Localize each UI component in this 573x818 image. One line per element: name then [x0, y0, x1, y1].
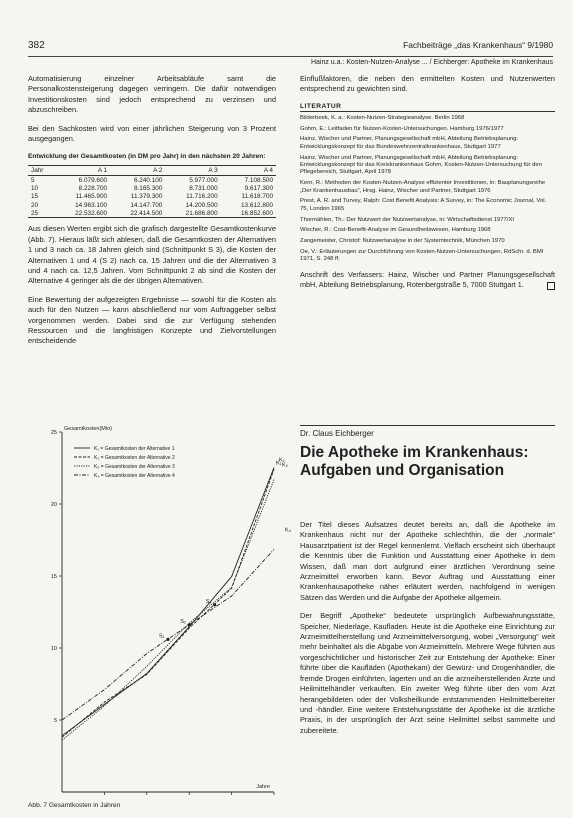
series-line-2 — [62, 469, 274, 737]
table-cell: 6.079.600 — [78, 177, 108, 185]
article-paragraph-1: Der Titel dieses Aufsatzes deutet bereits an, daß die Apotheke im Krankenhaus nicht nur der Apotheke schlechthin, die der „normale“ Hausarztpatient ist der Regel kennenlernt. Vielfach erscheint sich überhaupt die Kenntnis über die Funktion und Ausstattung einer Apotheke in dem Wissen, daß man dort aufgrund einer ärztlichen Verordnung seine Arzneimittel erworben kann. Bevor Auftrag und Ausstattung einer Krankenhausapotheke näher erläutert werden, nachfolgend in wenigen Sätzen das Werden und die Aufgabe der Apotheke allgemein. — [300, 520, 555, 602]
intro-paragraph-2: Bei den Sachkosten wird von einer jährlichen Steigerung von 3 Prozent ausgegangen. — [28, 123, 276, 144]
table-cell: 8.165.300 — [133, 185, 163, 193]
article-body — [300, 520, 555, 744]
table-cell: 14.963.100 — [75, 201, 108, 209]
page-number: 382 — [28, 40, 45, 51]
curve-label: K₃ — [282, 462, 288, 469]
curve-label: K₁ — [276, 460, 282, 467]
article-title: Die Apotheke im Krankenhaus: Aufgaben und Organisation — [300, 444, 529, 479]
author-address-text: Anschrift des Verfassers: Hainz, Wischer und Partner Planungsgesellschaft mbH, Abteilung Betriebsplanung, Rotenbergstraße 5, 7000 Stuttgart 1. — [300, 269, 555, 289]
table-row — [28, 185, 276, 193]
table-header: A 1 — [55, 166, 110, 176]
analysis-paragraph: Aus diesen Werten ergibt sich die grafisch dargestellte Gesamtkostenkurve (Abb. 7). Hieraus läßt sich ablesen, daß die Gesamtkosten der Alternativen 1 und 3 nach ca. 18 Jahren gleich sind (Schnittpunkt S 3), die Kosten der Alternativen 1 und 4 (S 2) nach ca. 15 Jahren und die der Alternativen 3 und 4 nach ca. 12,5 Jahren. Vom Schnittpunkt 2 ab sind die Kosten der Alternative 4 geringer als die der übrigen Alternativen. — [28, 224, 276, 286]
table-cell: 11.379.300 — [130, 193, 163, 201]
literature-item: Thormählen, Th.: Der Nutzwert der Nutzwertanalyse, in: Wirtschaftsdienst 1977/XI — [300, 216, 515, 223]
table-title: Entwicklung der Gesamtkosten (in DM pro Jahr) in den nächsten 20 Jahren: — [28, 153, 266, 161]
cost-chart — [28, 420, 290, 810]
legend-entry: K₃ = Gesamtkosten der Alternative 3 — [94, 464, 175, 470]
y-axis-label: Gesamtkosten(Mio) — [64, 426, 112, 432]
table-cell: 6.240.100 — [133, 177, 163, 185]
table-cell: 25 — [31, 209, 39, 217]
end-mark-icon — [547, 282, 555, 290]
table-cell: 14.147.700 — [130, 201, 163, 209]
legend-entry: K₂ = Gesamtkosten der Alternative 2 — [94, 455, 175, 461]
article-author: Dr. Claus Eichberger — [300, 425, 555, 438]
y-tick-label: 20 — [50, 502, 57, 508]
literature-list — [300, 115, 555, 264]
intersection-label: S₁ — [159, 633, 165, 640]
table-header: A 3 — [165, 166, 220, 176]
literature-item: Gohm, E.: Leitfaden für Nutzen-Kosten-Untersuchungen. Hamburg 1976/1977 — [300, 125, 504, 132]
y-tick-label: 25 — [50, 430, 57, 436]
legend-entry: K₄ = Gesamtkosten der Alternative 4 — [94, 473, 175, 479]
literature-item: Zangemeister, Christof: Nutzwertanalyse in der Systemtechnik, München 1970 — [300, 238, 505, 245]
table-header: Jahr — [28, 166, 55, 176]
table-cell: 5.977.000 — [189, 177, 218, 185]
table-cell: 22.532.600 — [75, 209, 108, 217]
table-cell: 8.228.700 — [78, 185, 108, 193]
evaluation-paragraph: Eine Bewertung der aufgezeigten Ergebnisse — sowohl für die Kosten als auch für den Nutzen — kann abschließend nur vom Auftraggeber selbst vorgenommen werden. Dabei sind die zur Verfügung stehenden Ressourcen und die langfristigen Konzepte und Zielvorstellungen entscheidende — [28, 294, 276, 346]
series-line-4 — [62, 549, 274, 720]
x-axis-label: Jahre — [256, 784, 270, 790]
table-cell: 16.852.600 — [241, 209, 273, 217]
header-rule — [28, 56, 553, 57]
table-cell: 5 — [31, 177, 35, 185]
intersection-point — [213, 603, 216, 606]
right-column — [300, 74, 555, 290]
intersection-label: S₃ — [205, 598, 212, 605]
intro-paragraph-1: Automatisierung einzelner Arbeitsabläufe samt die Personalkostensteigerung dagegen verringern. Die dafür notwendigen Investitionskosten sind jedoch entsprechend zu verzinsen und abzuschreiben. — [28, 74, 276, 115]
table-cell: 11.716.200 — [186, 193, 218, 201]
figure-caption: Abb. 7 Gesamtkosten in Jahren — [28, 802, 121, 809]
literature-item: Prest, A. R. and Turvey, Ralph: Cost Benefit Analysis: A Survey, in: The Economic Journal, Vol. 75, London 1965 — [300, 198, 547, 212]
table-row — [28, 193, 276, 201]
running-title: Hainz u.a.: Kosten-Nutzen-Analyse ... / Eichberger: Apotheke im Krankenhaus — [310, 59, 553, 66]
y-tick-label: 15 — [50, 574, 57, 580]
left-column — [28, 74, 276, 355]
table-cell: 13.612.800 — [241, 201, 273, 209]
literature-item: Bilderbeek, K. a.: Kosten-Nutzen-Strategieanalyse. Berlin 1968 — [300, 114, 465, 121]
cost-table — [28, 165, 276, 218]
table-cell: 7.108.500 — [244, 177, 273, 185]
table-row — [28, 201, 276, 209]
y-tick-label: 10 — [50, 646, 57, 652]
conclusion-paragraph: Einflußfaktoren, die neben den ermittelten Kosten und Nutzenwerten entsprechend zu gewichten sind. — [300, 74, 555, 94]
intersection-point — [188, 623, 191, 626]
table-header-row — [28, 166, 276, 176]
table-cell: 20 — [31, 201, 39, 209]
journal-name: Fachbeiträge „das Krankenhaus“ 9/1980 — [403, 40, 553, 50]
legend-entry: K₁ = Gesamtkosten der Alternative 1 — [94, 446, 175, 452]
article-paragraph-2: Der Begriff „Apotheke“ bedeutete ursprünglich Aufbewahrungsstätte, Speicher, Niederlage, Kaufladen. Heute ist die Apotheke eine Einrichtung zur Arzneimittelherstellung und Arzneimittelversorgung, wobei „Versorgung“ weit mehr beinhaltet als die Abgabe von Arzneimitteln. Mehrere Wege führten aus vorgeschichtlicher und historischer Zeit zur Entstehung der Apotheke: Einer führte über die Kaufläden (Apothekam) der Gewürz- und Drogenhändler, die fremde Drogen einführten, lagerten und an die arzneiherstellenden Ärzte und Heilmittelhändler verkauften. Ein zweiter Weg führte über den vom Arzt herangebildeten oder der Volksheilkunde entstammenden Heilmittelbereiter und -händler. Eine weitere Entstehungsstätte der Apotheke ist die ärztliche Praxis, in der ursprünglich der Arzt seine Heilmittel selbst sammelte und zubereitete. — [300, 611, 555, 735]
intersection-point — [166, 638, 169, 641]
table-row — [28, 209, 276, 218]
table-cell: 11.465.900 — [75, 193, 108, 201]
table-header: A 2 — [110, 166, 165, 176]
author-address — [300, 270, 555, 290]
table-cell: 9.617.300 — [244, 185, 273, 193]
literature-heading: LITERATUR — [300, 103, 555, 112]
table-cell: 8.731.000 — [189, 185, 218, 193]
table-cell: 11.618.700 — [241, 193, 273, 201]
table-cell: 21.686.800 — [185, 209, 218, 217]
table-cell: 10 — [31, 185, 39, 193]
literature-item: Kern, R.: Methoden der Kosten-Nutzen-Analyse effizienter Investitionen, in: Bauplanungsreihe „Der Krankenhausbau“, Hrsg. Hainz, Wischer und Partner, Stuttgart 1976 — [300, 180, 546, 194]
series-line-3 — [62, 480, 274, 741]
literature-item: Hainz, Wischer und Partner, Planungsgesellschaft mbH, Abteilung Betriebsplanung: Entwicklungskonzept für das Kreiskrankenhaus Gohm, Kosten-Nutzen-Untersuchung für den Pflegebereich, Stuttgart, April 1978 — [300, 154, 542, 176]
literature-item: Hainz, Wischer und Partner, Planungsgesellschaft mbH, Abteilung Betriebsplanung: Entwicklungskonzept für das Bundeswehrzentralkrankenhaus, Stuttgart 1977 — [300, 136, 519, 150]
curve-label: K₂ — [279, 457, 285, 464]
curve-label: K₄ — [285, 527, 291, 534]
table-cell: 14.200.500 — [185, 201, 218, 209]
y-tick-label: 5 — [53, 718, 57, 724]
table-cell: 22.414.500 — [130, 209, 163, 217]
literature-item: Wischer, R.: Cost-Benefit-Analyse im Gesundheitswesen, Hamburg 1968 — [300, 227, 491, 234]
table-header: A 4 — [221, 166, 276, 176]
intersection-label: S₂ — [180, 618, 187, 625]
cost-chart-svg — [28, 420, 290, 800]
table-row — [28, 176, 276, 185]
table-cell: 15 — [31, 193, 39, 201]
series-line-1 — [62, 468, 274, 736]
literature-item: Oe, V.: Erläuterungen zur Durchführung von Kosten-Nutzen-Untersuchungen, RdSchr. d. BMI 1971, S. 248 ff. — [300, 249, 544, 263]
